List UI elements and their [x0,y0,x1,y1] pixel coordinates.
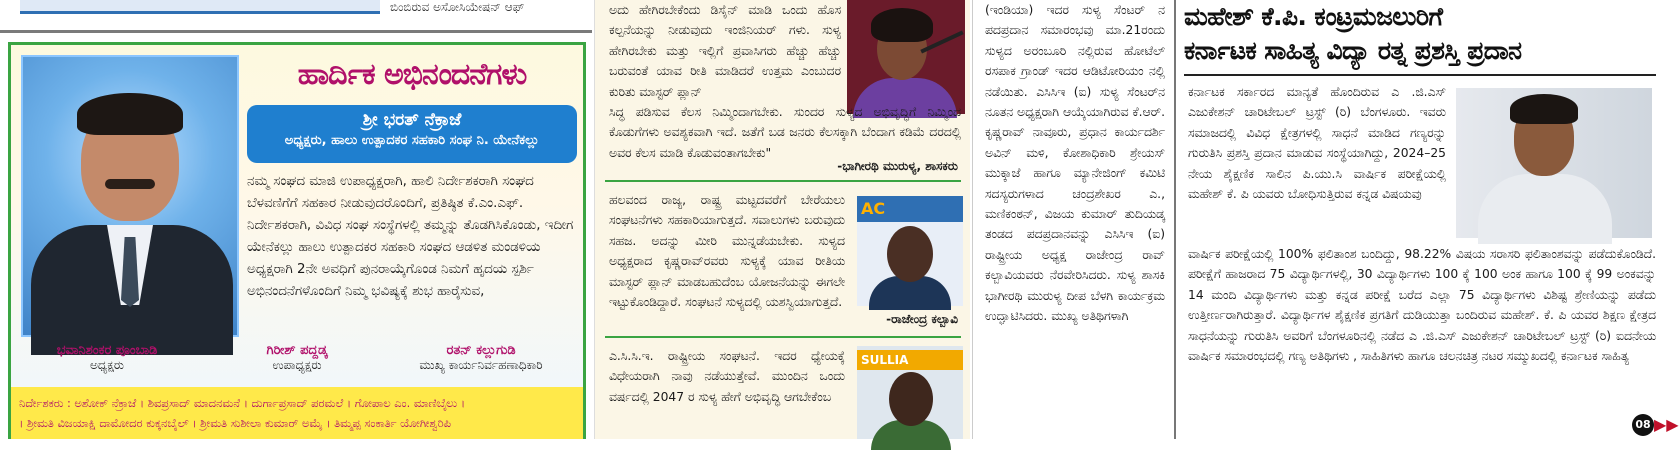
speaker-photo [857,346,963,439]
directors-line: ನಿರ್ದೇಶಕರು : ಅಶೋಕ್ ನೆಕ್ರಾಜೆ । ಶಿವಪ್ರಸಾದ್ ಮಾದನಮನೆ । ದುರ್ಗಾಪ್ರಸಾದ್ ಪರಮಲೆ । ಗೋಪಾಲ ಎಂ. ಮಾಣಿಬೈಲು । [19,396,466,410]
divider [0,30,592,33]
previous-article-strip [0,0,592,34]
quote-text: ಸಿದ್ಧ ಪಡಿಸುವ ಕೆಲಸ ನಿಮ್ಮಿಂದಾಗಬೇಕು. ಸುಂದರ ಸುಳ್ಯದ ಅಭಿವೃದ್ಧಿಗೆ ನಿಮ್ಮಿಂದ ಕೊಡುಗೆಗಳು ಅವಶ್ಯಕವಾಗಿ ಇದೆ. ಜತೆಗೆ ಬಡ ಜನರು ಕೆಲಸಕ್ಕಾಗಿ ಬೆಂದಾಗ ಕಡಿಮೆ ದರದಲ್ಲಿ ಅವರ ಕೆಲಸ ಮಾಡಿ ಕೊಡುವಂತಾಗಬೇಕು" [609,105,961,160]
quote-byline: -ಭಾಗೀರಥಿ ಮುರುಳ್ಯ, ಶಾಸಕರು [837,159,958,173]
article-body: ವಾರ್ಷಿಕ ಪರೀಕ್ಷೆಯಲ್ಲಿ 100% ಫಲಿತಾಂಶ ಬಂದಿದ್ದು, 98.22% ವಿಷಯ ಸರಾಸರಿ ಫಲಿತಾಂಶವನ್ನು ಪಡೆದುಕೊಂಡಿದೆ. ಪರೀಕ್ಷೆಗೆ ಹಾಜರಾದ 75 ವಿದ್ಯಾರ್ಥಿಗಳಲ್ಲಿ, 30 ವಿದ್ಯಾರ್ಥಿಗಳು 100 ಕ್ಕೆ 100 ಅಂಕ ಹಾಗೂ 100 ಕ್ಕೆ 99 ಅಂಕವನ್ನು 14 ಮಂದಿ ವಿದ್ಯಾರ್ಥಿಗಳು ಮತ್ತು ಕನ್ನಡ ಪರೀಕ್ಷೆ ಬರೆದ ಎಲ್ಲಾ 75 ವಿದ್ಯಾರ್ಥಿಗಳು ವಿಶಿಷ್ಟ ಶ್ರೇಣಿಯನ್ನು ಪಡೆದು ಉತ್ತೀರ್ಣರಾಗಿರುತ್ತಾರೆ. ವಿದ್ಯಾರ್ಥಿಗಳ ಶೈಕ್ಷಣಿಕ ಪ್ರಗತಿಗೆ ದುಡಿಯುತ್ತಾ ಬಂದಿರುವ ಮಹೇಶ್. ಕೆ. ಪಿ ಯವರ ಶಿಕ್ಷಣ ಕ್ಷೇತ್ರದ ಸಾಧನೆಯನ್ನು ಗುರುತಿಸಿ ಅವರಿಗೆ ಬೆಂಗಳೂರಿನಲ್ಲಿ ನಡೆದ ಎ .ಜಿ.ಎಸ್ ಎಜುಕೇಶನ್ ಚಾರಿಟೇಬಲ್ ಟ್ರಸ್ಟ್ (ರಿ) ಐದನೇಯ ವಾರ್ಷಿಕ ಸಮಾರಂಭದಲ್ಲಿ ಗಣ್ಯ ಅತಿಥಿಗಳು , ಸಾಹಿತಿಗಳು ಹಾಗೂ ಚಲನಚಿತ್ರ ನಟರ ಸಮ್ಮುಖದಲ್ಲಿ ಕರ್ನಾಟಕ ಸಾಹಿತ್ಯ [1188,247,1656,364]
greeting-advertisement [8,42,586,439]
page-number-badge: 08 [1632,414,1654,436]
previous-article-text: ಬಿಂಬಿರುವ ಅಸೋಸಿಯೇಷನ್ ಆಫ್ [390,0,525,14]
signatory-name: ಗಿರೀಶ್ ಪದ್ದಡ್ಕ [266,343,328,358]
quote-byline: -ರಾಜೇಂದ್ರ ಕಲ್ಬಾವಿ [886,312,958,326]
speaker-photo [857,196,963,306]
quote-text: ಅದು ಹೇಗಿರಬೇಕೆಂದು ಡಿಸೈನ್ ಮಾಡಿ ಒಂದು ಹೊಸ ಕಲ್ಪನೆಯನ್ನು ನೀಡುವುದು ಇಂಜಿನಿಯರ್ ಗಳು. ಸುಳ್ಯ ಹೇಗಿರಬೇಕು ಮತ್ತು ಇಲ್ಲಿಗೆ ಪ್ರವಾಸಿಗರು ಹೆಚ್ಚು ಹೆಚ್ಚು ಬರುವಂತೆ ಯಾವ ರೀತಿ ಮಾಡಿದರೆ ಉತ್ತಮ ಎಂಬುದರ ಕುರಿತು ಮಾಸ್ಟರ್ ಪ್ಲಾನ್ [609,3,841,99]
portrait-photo [21,55,239,337]
signatory [17,343,197,373]
news-column [972,0,1172,439]
honoree-name-box [247,105,577,163]
previous-article-banner [20,0,380,14]
signatory [391,343,571,373]
signatory-role: ಉಪಾಧ್ಯಕ್ಷರು [272,358,322,372]
honoree-role: ಅಧ್ಯಕ್ಷರು, ಹಾಲು ಉತ್ಪಾದಕರ ಸಹಕಾರಿ ಸಂಘ ನಿ. ಯೇನೆಕಲ್ಲು [284,133,540,148]
news-body-text: (ಇಂಡಿಯಾ) ಇದರ ಸುಳ್ಯ ಸೆಂಟರ್ ನ ಪದಪ್ರದಾನ ಸಮಾರಂಭವು ಮಾ.21ರಂದು ಸುಳ್ಯದ ಅರಂಬೂರಿ ನಲ್ಲಿರುವ ಹೋಟೆಲ್ ರಸಪಾಕ ಗ್ರಾಂಡ್ ಇದರ ಆಡಿಟೋರಿಯಂ ನಲ್ಲಿ ನಡೆಯಿತು. ಎಸಿಸಿಇ (ಐ) ಸುಳ್ಯ ಸೆಂಟರ್‌ನ ನೂತನ ಅಧ್ಯಕ್ಷರಾಗಿ ಆಯ್ಕೆಯಾಗಿರುವ ಕೆ.ಆರ್. ಕೃಷ್ಣರಾವ್ ನಾವೂರು, ಪ್ರಧಾನ ಕಾರ್ಯದರ್ಶಿ ಅವಿನ್ ಮಳಿ, ಕೋಶಾಧಿಕಾರಿ ಶ್ರೇಯಸ್ ಮುಕ್ಕಾಜೆ ಹಾಗೂ ಮ್ಯಾನೇಜಿಂಗ್ ಕಮಿಟಿ ಸದಸ್ಯರುಗಳಾದ ಚಂದ್ರಶೇಖರ ಎ., ಮಣಿಕಂಠನ್, ವಿಜಯ ಕುಮಾರ್ ತುದಿಯಡ್ಕ ತಂಡದ ಪದಪ್ರದಾನವನ್ನು ಎಸಿಸಿಇ (ಐ) ರಾಷ್ಟ್ರೀಯ ಅಧ್ಯಕ್ಷ ರಾಜೇಂದ್ರ ರಾವ್ ಕಲ್ಬಾವಿಯವರು ನೆರವೇರಿಸಿದರು. ಸುಳ್ಯ ಶಾಸಕಿ ಭಾಗೀರಥಿ ಮುರುಳ್ಯ ದೀಪ ಬೆಳಗಿ ಕಾರ್ಯಕ್ರಮ ಉದ್ಘಾಟಿಸಿದರು. ಮುಖ್ಯ ಅತಿಥಿಗಳಾಗಿ [985,3,1165,324]
continue-arrow-icon: ▶▶ [1654,415,1679,434]
photo-banner: AC [857,196,963,222]
signatory-role: ಅಧ್ಯಕ್ಷರು [90,358,124,372]
speaker-photo [847,0,965,114]
award-article-column [1174,0,1679,439]
divider [605,180,961,182]
signatory-name: ಭವಾನಿಶಂಕರ ಪೂಂಬಾಡಿ [56,343,158,358]
photo-banner: SULLIA [857,350,963,370]
quote-text: ಹಲವಂದ ರಾಜ್ಯ, ರಾಷ್ಟ್ರ ಮಟ್ಟದವರೆಗೆ ಬೇರೆಯಲು ಸಂಘಟನೆಗಳು ಸಹಕಾರಿಯಾಗುತ್ತದೆ. ಸವಾಲುಗಳು ಬರುವುದು ಸಹಜ. ಅದನ್ನು ಮೀರಿ ಮುನ್ನಡೆಯಬೇಕು. ಸುಳ್ಯದ ಅಧ್ಯಕ್ಷರಾದ ಕೃಷ್ಣರಾವ್‌ರವರು ಸುಳ್ಯಕ್ಕೆ ಯಾವ ರೀತಿಯ ಮಾಸ್ಟರ್ ಪ್ಲಾನ್ ಮಾಡಬಹುದೆಂಬ ಯೋಜನೆಯನ್ನು ಈಗಲೇ ಇಟ್ಟುಕೊಂಡಿದ್ದಾರೆ. ಸಂಘಟನೆ ಸುಳ್ಯದಲ್ಲಿ ಯಶಸ್ವಿಯಾಗುತ್ತದೆ. [609,193,845,310]
article-body: ಕರ್ನಾಟಕ ಸರ್ಕಾರದ ಮಾನ್ಯತೆ ಹೊಂದಿರುವ ಎ .ಜಿ.ಎಸ್ ಎಜುಕೇಶನ್ ಚಾರಿಟೇಬಲ್ ಟ್ರಸ್ಟ್ (ರಿ) ಬೆಂಗಳೂರು. ಇವರು ಸಮಾಜದಲ್ಲಿ ವಿವಿಧ ಕ್ಷೇತ್ರಗಳಲ್ಲಿ ಸಾಧನೆ ಮಾಡಿದ ಗಣ್ಯರನ್ನು ಗುರುತಿಸಿ ಪ್ರಶಸ್ತಿ ಪ್ರದಾನ ಮಾಡುವ ಸಂಸ್ಥೆಯಾಗಿದ್ದು, 2024–25 ನೇಯ ಶೈಕ್ಷಣಿಕ ಸಾಲಿನ ಪಿ.ಯು.ಸಿ ವಾರ್ಷಿಕ ಪರೀಕ್ಷೆಯಲ್ಲಿ ಮಹೇಶ್ ಕೆ. ಪಿ ಯವರು ಬೋಧಿಸುತ್ತಿರುವ ಕನ್ನಡ ವಿಷಯವು [1188,85,1446,202]
quotes-column [594,0,970,439]
awardee-photo [1456,88,1652,238]
article-headline: ಕರ್ನಾಟಕ ಸಾಹಿತ್ಯ ವಿದ್ಯಾ ರತ್ನ ಪ್ರಶಸ್ತಿ ಪ್ರದಾನ [1184,36,1522,65]
honoree-name: ಶ್ರೀ ಭರತ್ ನೆಕ್ರಾಜೆ [362,110,462,130]
greeting-ad-column [0,0,592,439]
signatory-name: ರತನ್ ಕಲ್ಲುಗುಡಿ [446,343,516,358]
article-headline: ಮಹೇಶ್ ಕೆ.ಪಿ. ಕಂಟ್ರಮಜಲುರಿಗೆ [1184,2,1443,31]
directors-list [11,387,583,439]
divider [605,336,961,338]
ad-message: ನಮ್ಮ ಸಂಘದ ಮಾಜಿ ಉಪಾಧ್ಯಕ್ಷರಾಗಿ, ಹಾಲಿ ನಿರ್ದೇಶಕರಾಗಿ ಸಂಘದ ಬೆಳವಣಿಗೆಗೆ ಸಹಕಾರ ನೀಡುವುದರೊಂದಿಗೆ, ಪ್ರತಿಷ್ಠಿತ ಕೆ.ಎಂ.ಎಫ್. ನಿರ್ದೇಶಕರಾಗಿ, ವಿವಿಧ ಸಂಘ ಸಂಸ್ಥೆಗಳಲ್ಲಿ ತಮ್ಮನ್ನು ತೊಡಗಿಸಿಕೊಂಡು, ಇದೀಗ ಯೇನೆಕಲ್ಲು ಹಾಲು ಉತ್ಪಾದಕರ ಸಹಕಾರಿ ಸಂಘದ ಆಡಳಿತ ಮಂಡಳಿಯ ಅಧ್ಯಕ್ಷರಾಗಿ 2ನೇ ಅವಧಿಗೆ ಪುನರಾಯ್ಕೆಗೊಂಡ ನಿಮಗೆ ಹೃದಯ ಸ್ಪರ್ಶಿ ಅಭಿನಂದನೆಗಳೊಂದಿಗೆ ನಿಮ್ಮ ಭವಿಷ್ಯಕ್ಕೆ ಶುಭ ಹಾರೈಸುವ, [247,174,574,299]
signatory [207,343,387,373]
ad-headline: ಹಾರ್ದಿಕ ಅಭಿನಂದನೆಗಳು [297,57,527,92]
divider [1184,74,1656,76]
signatory-role: ಮುಖ್ಯ ಕಾರ್ಯನಿರ್ವಹಣಾಧಿಕಾರಿ [419,358,543,372]
directors-line: । ಶ್ರೀಮತಿ ವಿಜಯಾಕ್ಷಿ ದಾಮೋದರ ಕುಕ್ಕನಬೈಲ್ । ಶ್ರೀಮತಿ ಸುಶೀಲಾ ಕುಮಾರ್ ಅಮೈ । ತಿಮ್ಮಪ್ಪ ಸಂಕಾರ್ತಿ ಯೋಗೀಶ್ವರಿಪಿ [19,416,451,430]
quote-text: ಎ.ಸಿ.ಸಿ.ಇ. ರಾಷ್ಟ್ರೀಯ ಸಂಘಟನೆ. ಇದರ ಧ್ಯೇಯಕ್ಕೆ ವಿಧೇಯರಾಗಿ ನಾವು ನಡೆಯುತ್ತೇವೆ. ಮುಂದಿನ ಒಂದು ವರ್ಷದಲ್ಲಿ 2047 ರ ಸುಳ್ಯ ಹೇಗೆ ಅಭಿವೃದ್ಧಿ ಆಗಬೇಕೆಂಬ [609,349,845,404]
